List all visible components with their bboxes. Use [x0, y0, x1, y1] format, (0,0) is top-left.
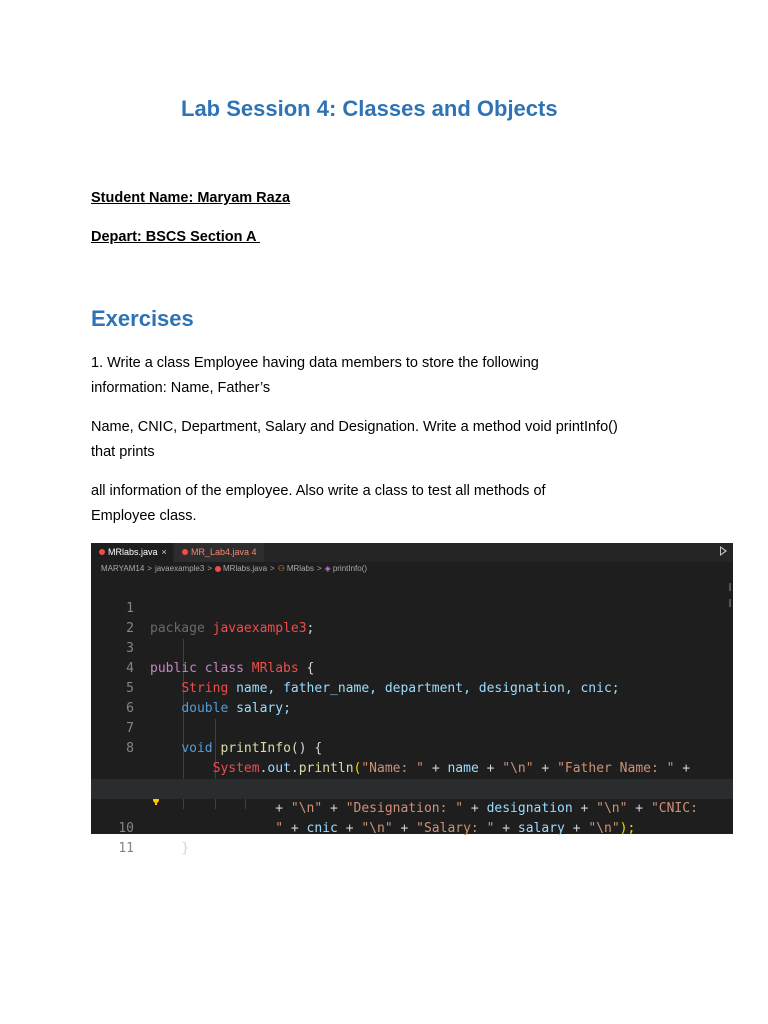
class-icon: ⚇: [277, 564, 285, 573]
breadcrumb-item[interactable]: MARYAM14: [101, 564, 145, 573]
line-number: 4: [126, 661, 134, 676]
tab-mrlabs-java[interactable]: [91, 543, 173, 562]
breadcrumb-item[interactable]: MRlabs.java: [223, 564, 268, 573]
paragraph-line: Name, CNIC, Department, Salary and Designation. Write a method void printInfo(): [91, 419, 618, 435]
paragraph-line: 1. Write a class Employee having data members to store the following: [91, 355, 539, 371]
chevron-right-icon: >: [147, 564, 152, 573]
line-number: 7: [126, 721, 134, 736]
tab-label: MR_Lab4.java 4: [191, 547, 257, 557]
code-line-current: " + cnic + "\n" + "Salary: " + salary + "\n");: [91, 779, 733, 799]
code-line: 3 public class MRlabs {: [91, 619, 733, 639]
paragraph-line: all information of the employee. Also write a class to test all methods of: [91, 483, 546, 499]
chevron-right-icon: >: [207, 564, 212, 573]
line-number: 11: [118, 841, 134, 856]
code-line: + "\n" + "Designation: " + designation + "\n" + "CNIC:: [91, 759, 733, 779]
code-line: [91, 679, 733, 716]
exercise-paragraph: [91, 351, 731, 401]
error-dot-icon: [182, 549, 188, 555]
line-number: 8: [126, 741, 134, 756]
code-editor-screenshot: [91, 543, 733, 856]
line-number: 6: [126, 701, 134, 716]
line-number: 2: [126, 621, 134, 636]
section-heading: Exercises: [91, 306, 194, 331]
paragraph-line: information: Name, Father’s: [91, 380, 271, 396]
code-line: 4 String name, father_name, department, designation, cnic;: [91, 639, 733, 659]
run-icon[interactable]: [720, 546, 727, 556]
code-line: 7 void printInfo() {: [91, 699, 733, 719]
exercise-paragraph: [91, 479, 731, 529]
line-number: 5: [126, 681, 134, 696]
page-title: Lab Session 4: Classes and Objects: [181, 96, 558, 121]
department-info: Depart: BSCS Section A: [91, 229, 260, 245]
line-number: 1: [126, 601, 134, 616]
paragraph-line: Employee class.: [91, 508, 197, 524]
student-name: Student Name: Maryam Raza: [91, 190, 291, 206]
editor-tab-bar: [91, 543, 733, 562]
code-line: 8 System.out.println("Name: " + name + "\n" + "Father Name: " +: [91, 719, 733, 739]
code-line: 10 }: [91, 799, 733, 819]
code-line: [91, 819, 733, 856]
breadcrumb-item[interactable]: MRlabs: [286, 564, 314, 573]
method-icon: ◈: [324, 564, 331, 573]
breadcrumb-item[interactable]: javaexample3: [154, 564, 205, 573]
tab-mr-lab4-java[interactable]: [174, 543, 264, 562]
breadcrumb-item[interactable]: printInfo(): [332, 564, 368, 573]
line-number: 3: [126, 641, 134, 656]
tab-label: MRlabs.java: [108, 547, 158, 557]
code-line: 5 double salary;: [91, 659, 733, 679]
code-line: 1 package javaexample3;: [91, 579, 733, 599]
chevron-right-icon: >: [270, 564, 275, 573]
breadcrumb: [101, 564, 367, 573]
paragraph-line: that prints: [91, 444, 155, 460]
close-icon[interactable]: ×: [161, 547, 167, 557]
line-number: 10: [118, 821, 134, 836]
chevron-right-icon: >: [316, 564, 322, 573]
error-dot-icon: [215, 566, 221, 572]
error-dot-icon: [99, 549, 105, 555]
exercise-paragraph: [91, 415, 731, 465]
code-line: [91, 599, 733, 636]
code-line: [91, 739, 733, 759]
